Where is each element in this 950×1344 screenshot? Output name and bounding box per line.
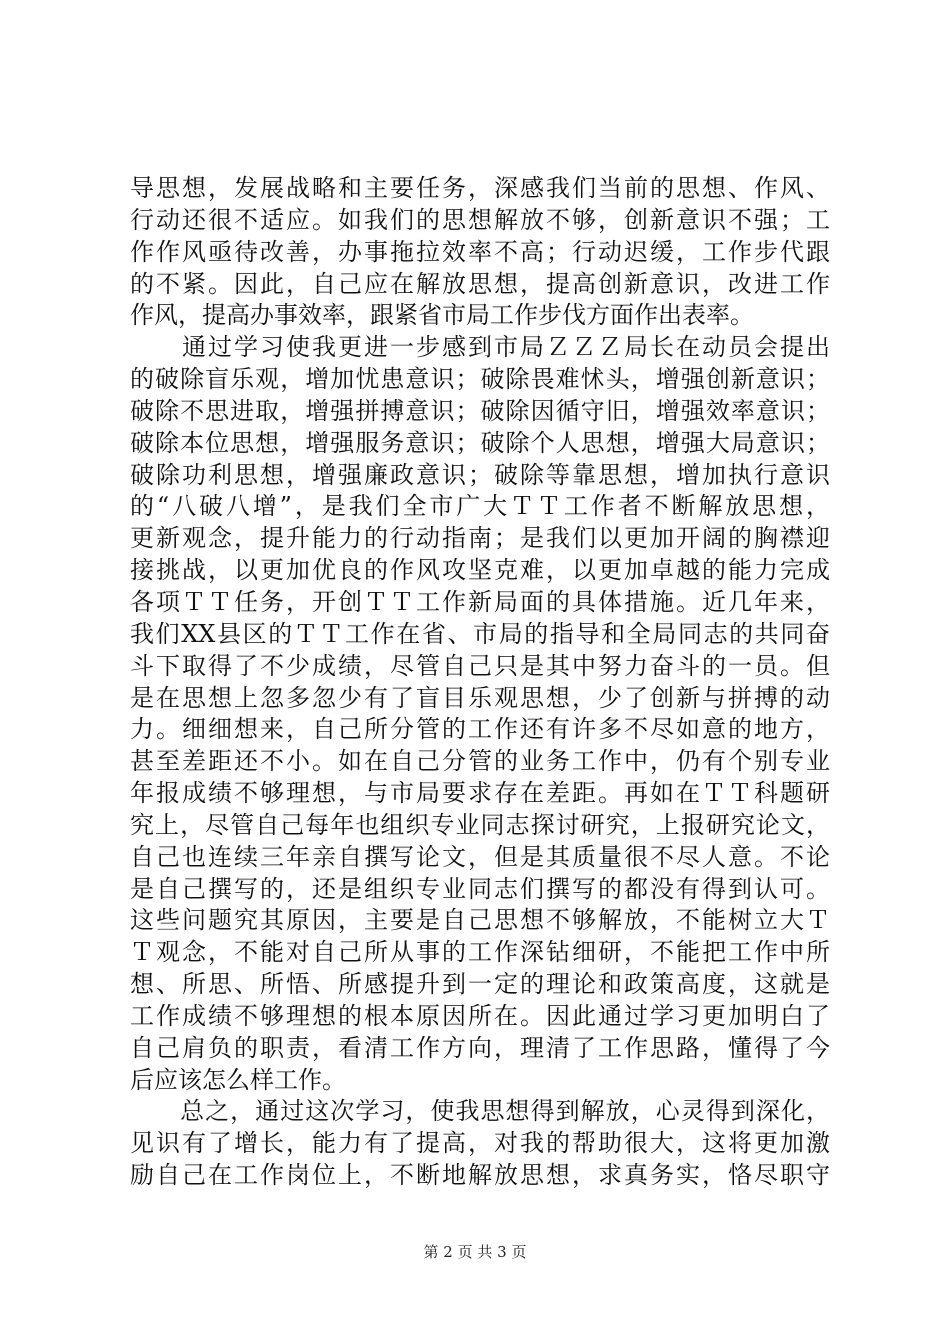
document-body (130, 173, 830, 1192)
text-line: Ｔ观念，不能对自己所从事的工作深钻细研，不能把工作中所 (130, 938, 830, 967)
text-line: 斗下取得了不少成绩，尽管自己只是其中努力奋斗的一员。但 (130, 651, 830, 680)
text-line: 年报成绩不够理想，与市局要求存在差距。再如在ＴＴ科题研 (130, 779, 830, 808)
text-line: 力。细细想来，自己所分管的工作还有许多不尽如意的地方， (130, 715, 830, 744)
text-line: 的“八破八增”，是我们全市广大ＴＴ工作者不断解放思想， (130, 492, 830, 521)
text-line: 各项ＴＴ任务，开创ＴＴ工作新局面的具体措施。近几年来， (130, 587, 830, 616)
text-line: 更新观念，提升能力的行动指南；是我们以更加开阔的胸襟迎 (130, 524, 830, 553)
text-line: 作风，提高办事效率，跟紧省市局工作步伐方面作出表率。 (130, 301, 754, 330)
page-number-label: 第 2 页 共 3 页 (423, 1243, 527, 1261)
text-line: 通过学习使我更进一步感到市局ＺＺＺ局长在动员会提出 (130, 333, 830, 362)
text-line: 作作风亟待改善，办事拖拉效率不高；行动迟缓，工作步代跟 (130, 237, 830, 266)
text-line: 总之，通过这次学习，使我思想得到解放，心灵得到深化， (130, 1097, 830, 1126)
text-line: 甚至差距还不小。如在自己分管的业务工作中，仍有个别专业 (130, 747, 830, 776)
text-line: 这些问题究其原因，主要是自己思想不够解放，不能树立大Ｔ (130, 906, 830, 935)
text-line: 是自己撰写的，还是组织专业同志们撰写的都没有得到认可。 (130, 874, 830, 903)
text-line: 破除不思进取，增强拼搏意识；破除因循守旧，增强效率意识； (130, 396, 830, 425)
text-line: 的不紧。因此，自己应在解放思想，提高创新意识，改进工作 (130, 269, 830, 298)
text-line: 接挑战，以更加优良的作风攻坚克难，以更加卓越的能力完成 (130, 556, 830, 585)
text-line: 自己肩负的职责，看清工作方向，理清了工作思路，懂得了今 (130, 1033, 830, 1062)
text-line: 想、所思、所悟、所感提升到一定的理论和政策高度，这就是 (130, 970, 830, 999)
text-line: 破除本位思想，增强服务意识；破除个人思想，增强大局意识； (130, 428, 830, 457)
text-line: 我们XX县区的ＴＴ工作在省、市局的指导和全局同志的共同奋 (130, 619, 830, 648)
text-line: 是在思想上忽多忽少有了盲目乐观思想，少了创新与拼搏的动 (130, 683, 830, 712)
page-footer (0, 1242, 950, 1262)
text-line: 见识有了增长，能力有了提高，对我的帮助很大，这将更加激 (130, 1129, 830, 1158)
text-line: 导思想，发展战略和主要任务，深感我们当前的思想、作风、 (130, 174, 830, 202)
text-line: 究上，尽管自己每年也组织专业同志探讨研究，上报研究论文， (130, 810, 830, 839)
text-line: 自己也连续三年亲自撰写论文，但是其质量很不尽人意。不论 (130, 842, 830, 871)
text-line: 的破除盲乐观，增加忧患意识；破除畏难怵头，增强创新意识； (130, 365, 830, 394)
text-line: 破除功利思想，增强廉政意识；破除等靠思想，增加执行意识 (130, 460, 830, 489)
text-line: 后应该怎么样工作。 (130, 1065, 346, 1094)
text-line: 行动还很不适应。如我们的思想解放不够，创新意识不强；工 (130, 205, 830, 234)
text-line: 工作成绩不够理想的根本原因所在。因此通过学习更加明白了 (130, 1001, 830, 1030)
text-line: 励自己在工作岗位上，不断地解放思想，求真务实，恪尽职守 (130, 1161, 830, 1190)
